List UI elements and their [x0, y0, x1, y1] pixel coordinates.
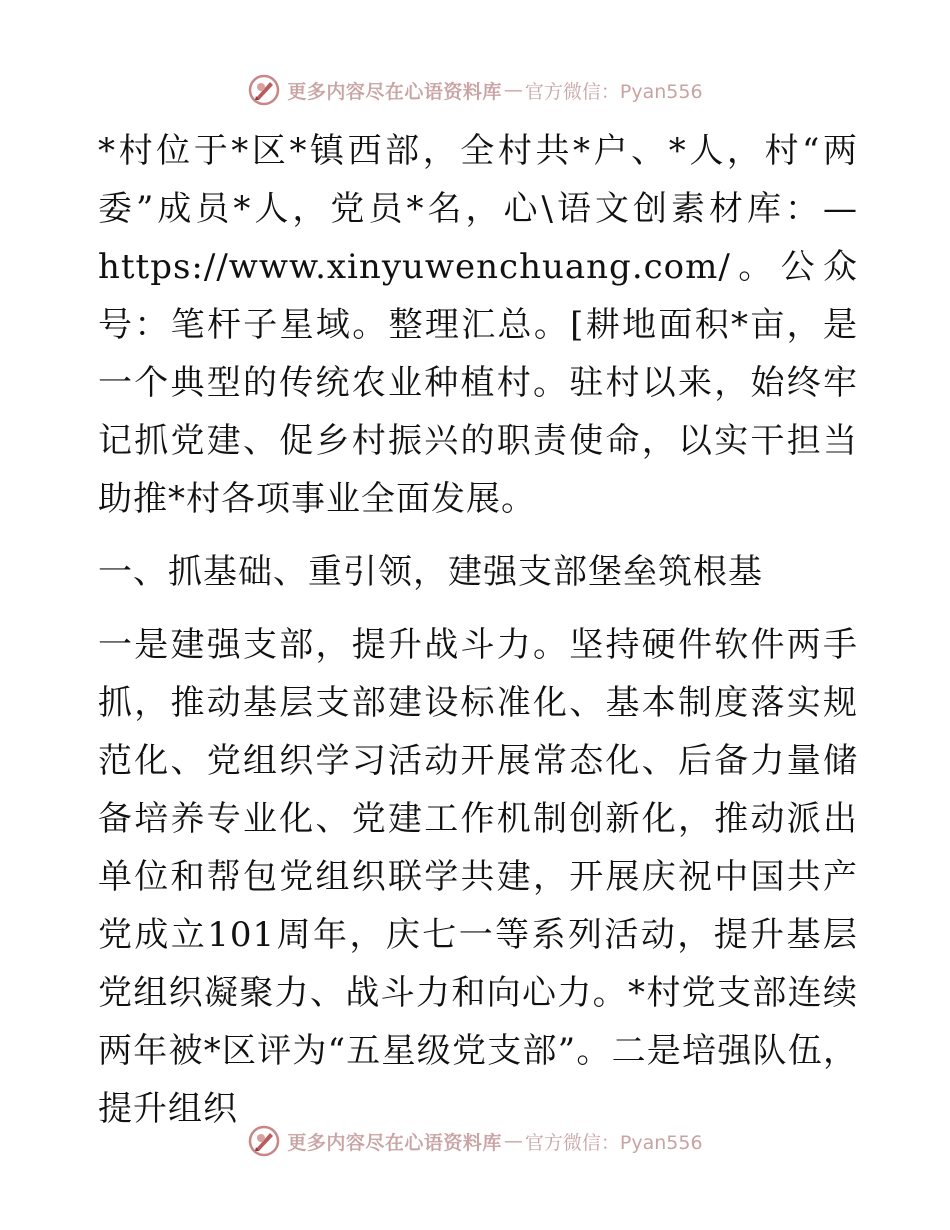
watermark-wechat-text: 官方微信：Pyan556 [524, 1131, 703, 1154]
watermark-banner-top [0, 68, 950, 112]
paragraph-intro: *村位于*区*镇西部，全村共*户、*人，村“两委”成员*人，党员*名，心\语文创素材库：—https://www.xinyuwenchuang.com/。公众号：笔杆子星域。整理汇总。[耕地面积*亩，是一个典型的传统农业种植村。驻村以来，始终牢记抓党建、促乡村振兴的职责使命，以实干担当助推*村各项事业全面发展。 [98, 131, 858, 519]
watermark-wechat-text: 官方微信：Pyan556 [524, 80, 703, 103]
watermark-banner-bottom [0, 1119, 950, 1163]
watermark-site-text: 更多内容尽在心语资料库 [287, 80, 502, 103]
section-heading: 一、抓基础、重引领，建强支部堡垒筑根基 [98, 552, 763, 592]
watermark-separator: — [503, 1130, 523, 1152]
watermark-separator: — [503, 79, 523, 101]
document-body [98, 122, 858, 1138]
quill-pen-logo-icon [247, 1124, 281, 1158]
paragraph-body: 一是建强支部，提升战斗力。坚持硬件软件两手抓，推动基层支部建设标准化、基本制度落实规范化、党组织学习活动开展常态化、后备力量储备培养专业化、党建工作机制创新化，推动派出单位和帮包党组织联学共建，开展庆祝中国共产党成立101周年，庆七一等系列活动，提升基层党组织凝聚力、战斗力和向心力。*村党支部连续两年被*区评为“五星级党支部”。二是培强队伍，提升组织 [98, 625, 858, 1129]
quill-pen-logo-icon [247, 73, 281, 107]
watermark-site-text: 更多内容尽在心语资料库 [287, 1131, 502, 1154]
